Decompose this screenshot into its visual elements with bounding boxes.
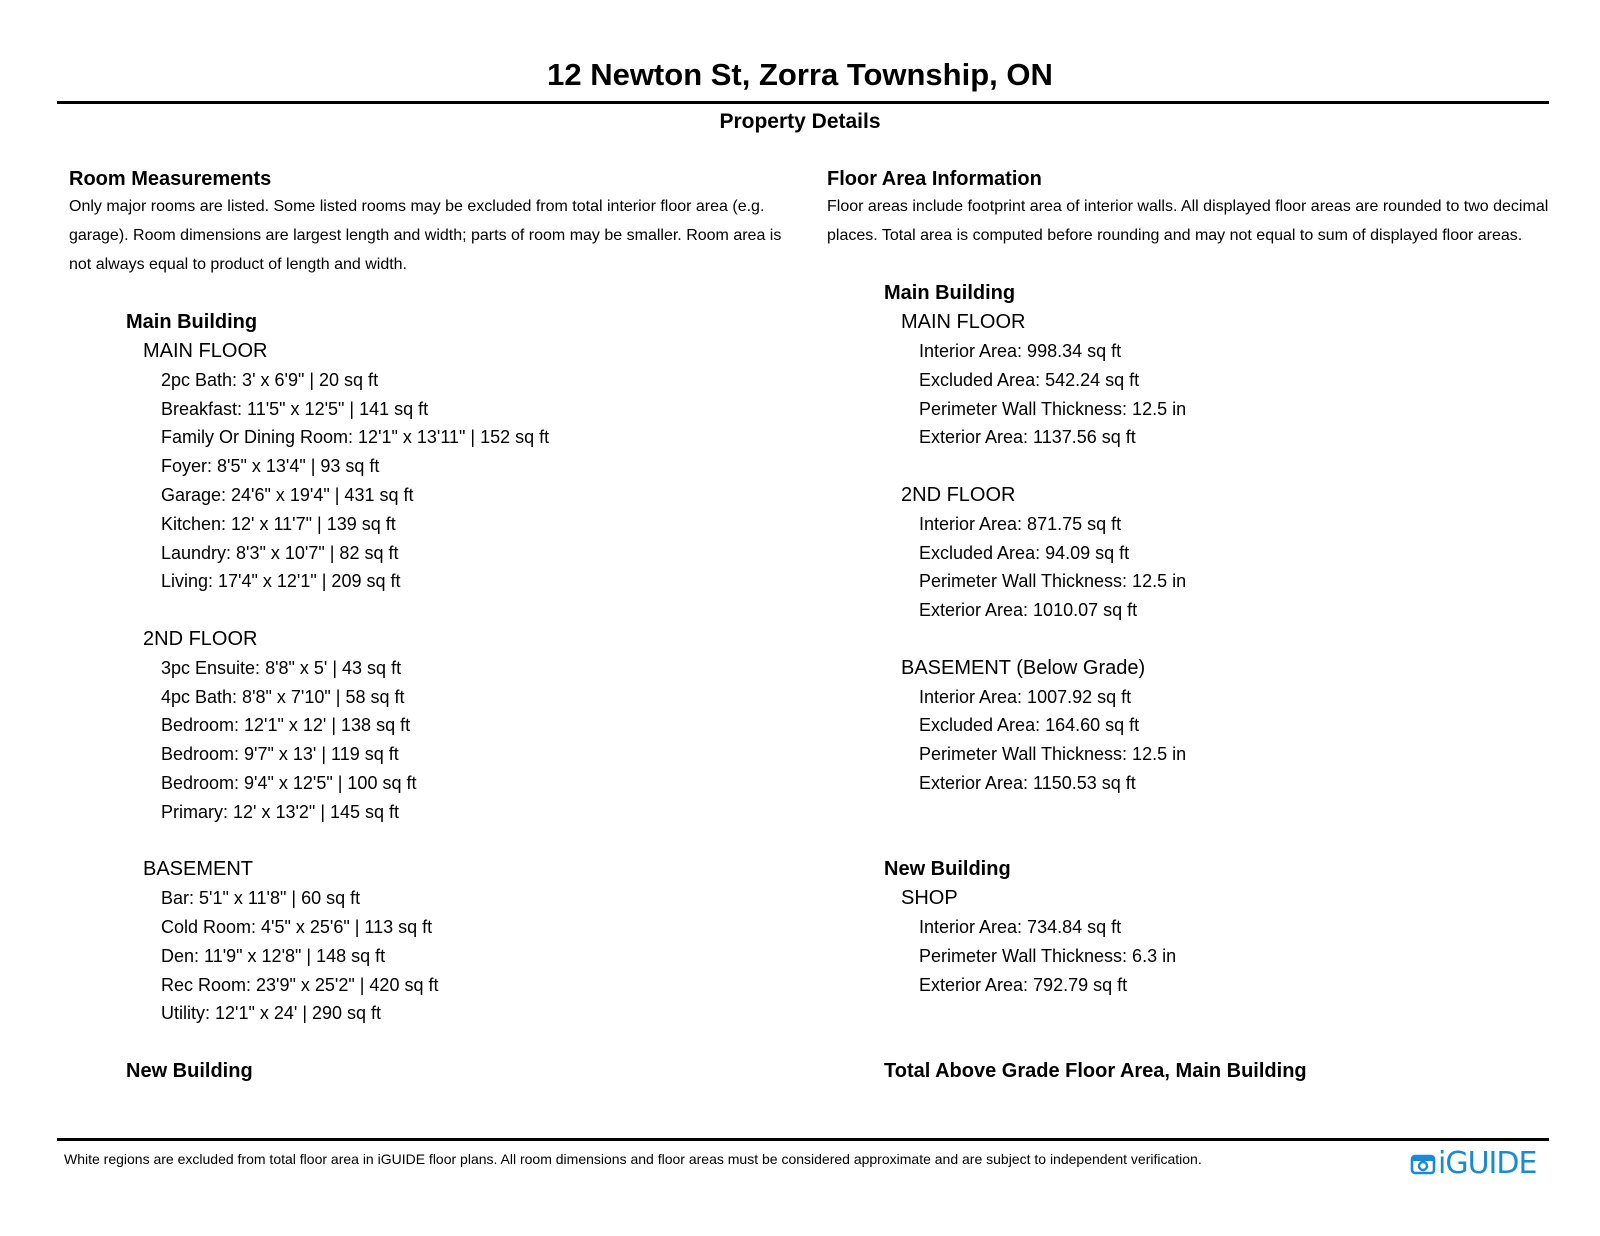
room-item: 3pc Ensuite: 8'8" x 5' | 43 sq ft	[161, 657, 402, 678]
area-item: Excluded Area: 94.09 sq ft	[919, 542, 1130, 563]
floor-label-main: MAIN FLOOR	[901, 311, 1026, 334]
area-item: Excluded Area: 164.60 sq ft	[919, 715, 1140, 736]
room-item: Garage: 24'6" x 19'4" | 431 sq ft	[161, 484, 414, 505]
area-item: Excluded Area: 542.24 sq ft	[919, 369, 1140, 390]
room-item: Primary: 12' x 13'2" | 145 sq ft	[161, 801, 400, 822]
room-item: 4pc Bath: 8'8" x 7'10" | 58 sq ft	[161, 686, 405, 707]
room-item: Utility: 12'1" x 24' | 290 sq ft	[161, 1003, 382, 1024]
floor-label-basement: BASEMENT (Below Grade)	[901, 656, 1146, 679]
area-item: Interior Area: 871.75 sq ft	[919, 513, 1122, 534]
page-subtitle: Property Details	[719, 110, 881, 133]
room-item: Cold Room: 4'5" x 25'6" | 113 sq ft	[161, 916, 433, 937]
room-item: Bedroom: 12'1" x 12' | 138 sq ft	[161, 715, 411, 736]
total-area-heading: Total Above Grade Floor Area, Main Building	[884, 1059, 1307, 1082]
footer-note: White regions are excluded from total floor area in iGUIDE floor plans. All room dimensions and floor areas must be considered approximate and are subject to independent verification.	[64, 1151, 1202, 1167]
floor-area-section	[827, 165, 1557, 1086]
area-item: Perimeter Wall Thickness: 6.3 in	[919, 945, 1177, 966]
footer-divider	[57, 1138, 1549, 1141]
floor-label-basement: BASEMENT	[143, 858, 254, 881]
room-measurements-section	[69, 165, 789, 1086]
area-item: Interior Area: 1007.92 sq ft	[919, 686, 1132, 707]
area-item: Perimeter Wall Thickness: 12.5 in	[919, 744, 1187, 765]
camera-icon	[1410, 1151, 1436, 1177]
building-label-main: Main Building	[884, 282, 1016, 305]
area-item: Perimeter Wall Thickness: 12.5 in	[919, 398, 1187, 419]
room-measurements-note: Only major rooms are listed. Some listed rooms may be excluded from total interior floor area (e.g. garage). Room dimensions are largest length and width; parts of room may be smaller. Room area is not always equal to product of length and width.	[69, 198, 782, 273]
floor-label-shop: SHOP	[901, 887, 958, 910]
area-item: Perimeter Wall Thickness: 12.5 in	[919, 571, 1187, 592]
logo-text: iGUIDE	[1438, 1146, 1537, 1181]
room-item: Foyer: 8'5" x 13'4" | 93 sq ft	[161, 456, 380, 477]
area-item: Exterior Area: 1137.56 sq ft	[919, 427, 1136, 448]
room-item: Kitchen: 12' x 11'7" | 139 sq ft	[161, 513, 396, 534]
floor-label-second: 2ND FLOOR	[143, 627, 258, 650]
floor-area-note: Floor areas include footprint area of interior walls. All displayed floor areas are rounded to two decimal places. Total area is computed before rounding and may not equal to sum of displayed floor areas.	[827, 198, 1549, 244]
room-item: Family Or Dining Room: 12'1" x 13'11" | 152 sq ft	[161, 427, 550, 448]
iguide-logo	[1410, 1148, 1540, 1180]
area-item: Exterior Area: 792.79 sq ft	[919, 974, 1128, 995]
area-item: Exterior Area: 1010.07 sq ft	[919, 600, 1138, 621]
area-item: Exterior Area: 1150.53 sq ft	[919, 772, 1136, 793]
room-item: Rec Room: 23'9" x 25'2" | 420 sq ft	[161, 974, 439, 995]
building-label-main: Main Building	[126, 311, 258, 334]
room-item: Laundry: 8'3" x 10'7" | 82 sq ft	[161, 542, 399, 563]
building-label-new: New Building	[884, 858, 1011, 881]
room-item: Living: 17'4" x 12'1" | 209 sq ft	[161, 571, 401, 592]
room-item: 2pc Bath: 3' x 6'9" | 20 sq ft	[161, 369, 379, 390]
room-measurements-heading: Room Measurements	[69, 168, 272, 190]
room-item: Bedroom: 9'7" x 13' | 119 sq ft	[161, 744, 399, 765]
header-divider	[57, 101, 1549, 104]
room-item: Bar: 5'1" x 11'8" | 60 sq ft	[161, 888, 361, 909]
floor-area-heading: Floor Area Information	[827, 168, 1042, 190]
room-item: Breakfast: 11'5" x 12'5" | 141 sq ft	[161, 398, 429, 419]
floor-label-main: MAIN FLOOR	[143, 339, 268, 362]
building-label-new: New Building	[126, 1059, 253, 1082]
room-item: Den: 11'9" x 12'8" | 148 sq ft	[161, 945, 386, 966]
room-item: Bedroom: 9'4" x 12'5" | 100 sq ft	[161, 772, 417, 793]
floor-label-second: 2ND FLOOR	[901, 483, 1016, 506]
page-title: 12 Newton St, Zorra Township, ON	[547, 57, 1053, 92]
area-item: Interior Area: 998.34 sq ft	[919, 340, 1122, 361]
area-item: Interior Area: 734.84 sq ft	[919, 916, 1122, 937]
